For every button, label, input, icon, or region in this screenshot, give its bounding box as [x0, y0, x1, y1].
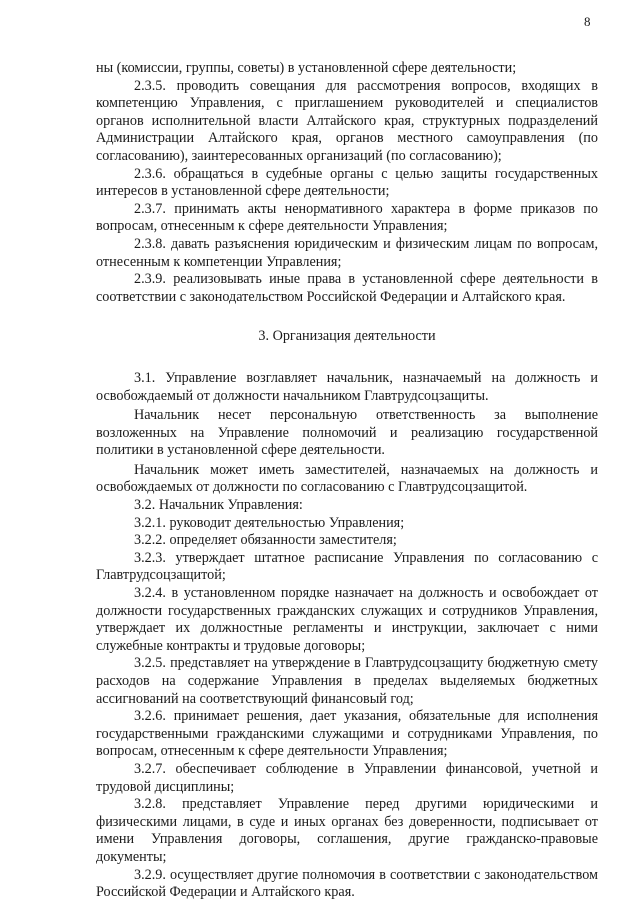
- paragraph-3-2-4: 3.2.4. в установленном порядке назначает на должность и освобождает от должности государственных гражданских служащих и сотрудников Управления, утверждает их должностные регламенты и инструкции, заключает с ними служебные контракты и трудовые договоры;: [96, 585, 598, 654]
- paragraph-continuation: ны (комиссии, группы, советы) в установленной сфере деятельности;: [96, 60, 517, 76]
- paragraph-3-2-9: 3.2.9. осуществляет другие полномочия в соответствии с законодательством Российской Федерации и Алтайского края.: [96, 866, 598, 901]
- paragraph-3-2: 3.2. Начальник Управления:: [134, 497, 303, 514]
- paragraph-3-2-8: 3.2.8. представляет Управление перед другими юридическими и физическими лицами, в суде и иных органах без доверенности, подписывает от имени Управления договоры, соглашения, другие гражданско-правовые документы;: [96, 796, 598, 865]
- paragraph-head-responsibility: Начальник несет персональную ответственность за выполнение возложенных на Управление полномочий и реализацию государственной политики в установленной сфере деятельности.: [96, 407, 598, 459]
- page-number: 8: [584, 14, 591, 29]
- paragraph-3-2-2: 3.2.2. определяет обязанности заместителя;: [134, 532, 397, 549]
- paragraph-2-3-7: 2.3.7. принимать акты ненормативного характера в форме приказов по вопросам, отнесенным к сфере деятельности Управления;: [96, 200, 598, 235]
- paragraph-3-2-3: 3.2.3. утверждает штатное расписание Управления по согласованию с Главтрудсоцзащитой;: [96, 549, 598, 584]
- paragraph-2-3-6: 2.3.6. обращаться в судебные органы с целью защиты государственных интересов в установленной сфере деятельности;: [96, 165, 598, 200]
- paragraph-3-2-5: 3.2.5. представляет на утверждение в Главтрудсоцзащиту бюджетную смету расходов на содержание Управления в пределах выделяемых бюджетных ассигнований на соответствующий финансовый год;: [96, 655, 598, 707]
- paragraph-2-3-8: 2.3.8. давать разъяснения юридическим и физическим лицам по вопросам, отнесенным к компетенции Управления;: [96, 235, 598, 270]
- paragraph-3-1: 3.1. Управление возглавляет начальник, назначаемый на должность и освобождаемый от должности начальником Главтрудсоцзащиты.: [96, 369, 598, 404]
- paragraph-3-2-7: 3.2.7. обеспечивает соблюдение в Управлении финансовой, учетной и трудовой дисциплины;: [96, 760, 598, 795]
- paragraph-3-2-6: 3.2.6. принимает решения, дает указания, обязательные для исполнения государственными гражданскими служащими и сотрудниками Управления, по вопросам, отнесенным к сфере деятельности Управления;: [96, 708, 598, 760]
- paragraph-3-2-1: 3.2.1. руководит деятельностью Управления;: [134, 514, 405, 531]
- section-heading: 3. Организация деятельности: [258, 328, 436, 345]
- paragraph-deputies: Начальник может иметь заместителей, назначаемых на должность и освобождаемых от должности по согласованию с Главтрудсоцзащитой.: [96, 461, 598, 496]
- paragraph-2-3-9: 2.3.9. реализовывать иные права в установленной сфере деятельности в соответствии с законодательством Российской Федерации и Алтайского края.: [96, 271, 598, 305]
- paragraph-2-3-5: 2.3.5. проводить совещания для рассмотрения вопросов, входящих в компетенцию Управления, с приглашением руководителей и специалистов органов исполнительной власти Алтайского края, структурных подразделений Администрации Алтайского края, органов местного самоуправления (по согласованию), заинтересованных организаций (по согласованию);: [96, 77, 598, 164]
- document-body: [96, 60, 598, 902]
